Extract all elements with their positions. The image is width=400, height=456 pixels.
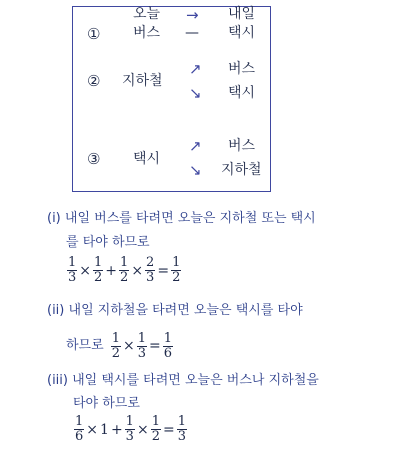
- down-right-arrow-icon: ↘: [189, 84, 202, 102]
- case1-line1: [47, 210, 316, 228]
- case3-line1: [47, 372, 319, 390]
- fraction: $\frac{1}{3}$: [125, 414, 134, 444]
- times-sign: ×: [79, 262, 92, 279]
- case2-formula: [110, 332, 174, 361]
- fraction: $\frac{1}{3}$: [177, 414, 186, 444]
- tomorrow-transport-up: 버스: [228, 138, 256, 154]
- case1-text: 내일 버스를 타려면 오늘은 지하철 또는 택시: [64, 211, 316, 226]
- case3-formula: [73, 415, 188, 455]
- case2-text: 내일 지하철을 타려면 오늘은 택시를 타야: [68, 303, 303, 318]
- equals-sign: =: [162, 421, 175, 438]
- case1-formula: [66, 256, 182, 296]
- times-sign: ×: [122, 338, 135, 354]
- case-number-1: ①: [87, 25, 101, 43]
- case2-line2: [66, 326, 174, 366]
- tomorrow-header: 내일: [228, 6, 256, 22]
- case-number-2: ②: [87, 72, 101, 90]
- equals-sign: =: [148, 338, 161, 354]
- case1-label: (i): [47, 211, 61, 226]
- plus-sign: +: [105, 262, 118, 279]
- number-one: 1: [100, 421, 109, 438]
- case-number-3: ③: [87, 150, 101, 168]
- fraction: $\frac{1}{6}$: [75, 414, 84, 444]
- fraction: $\frac{1}{2}$: [111, 330, 120, 361]
- dash-symbol: —: [185, 25, 199, 41]
- up-right-arrow-icon: ↗: [189, 60, 202, 78]
- down-right-arrow-icon: ↘: [189, 161, 202, 179]
- fraction: $\frac{1}{3}$: [137, 330, 146, 361]
- right-arrow-icon: →: [186, 6, 199, 24]
- up-right-arrow-icon: ↗: [189, 137, 202, 155]
- fraction: $\frac{1}{2}$: [172, 255, 181, 285]
- case2-text-line2: 하므로: [66, 338, 104, 353]
- tomorrow-transport: 택시: [228, 25, 256, 41]
- today-transport: 버스: [133, 25, 161, 41]
- case3-text: 내일 택시를 타려면 오늘은 버스나 지하철을: [72, 373, 319, 388]
- times-sign: ×: [86, 421, 99, 438]
- times-sign: ×: [136, 421, 149, 438]
- times-sign: ×: [131, 262, 144, 279]
- today-transport: 지하철: [122, 73, 163, 89]
- fraction: $\frac{1}{2}$: [151, 414, 160, 444]
- case3-label: (iii): [47, 373, 68, 388]
- case3-line2: 타야 하므로: [73, 396, 140, 411]
- equals-sign: =: [157, 262, 170, 279]
- fraction: $\frac{1}{6}$: [163, 330, 172, 361]
- today-header: 오늘: [133, 6, 161, 22]
- fraction: $\frac{1}{2}$: [94, 255, 103, 285]
- case2-label: (ii): [47, 303, 65, 318]
- plus-sign: +: [110, 421, 123, 438]
- tomorrow-transport-up: 버스: [228, 61, 256, 77]
- tomorrow-transport-down: 택시: [228, 85, 256, 101]
- today-transport: 택시: [133, 151, 161, 167]
- case1-line2: 를 타야 하므로: [66, 235, 150, 250]
- fraction: $\frac{1}{2}$: [120, 255, 129, 285]
- case2-line1: [47, 302, 303, 320]
- tomorrow-transport-down: 지하철: [221, 162, 262, 178]
- fraction: $\frac{2}{3}$: [146, 255, 155, 285]
- fraction: $\frac{1}{3}$: [68, 255, 77, 285]
